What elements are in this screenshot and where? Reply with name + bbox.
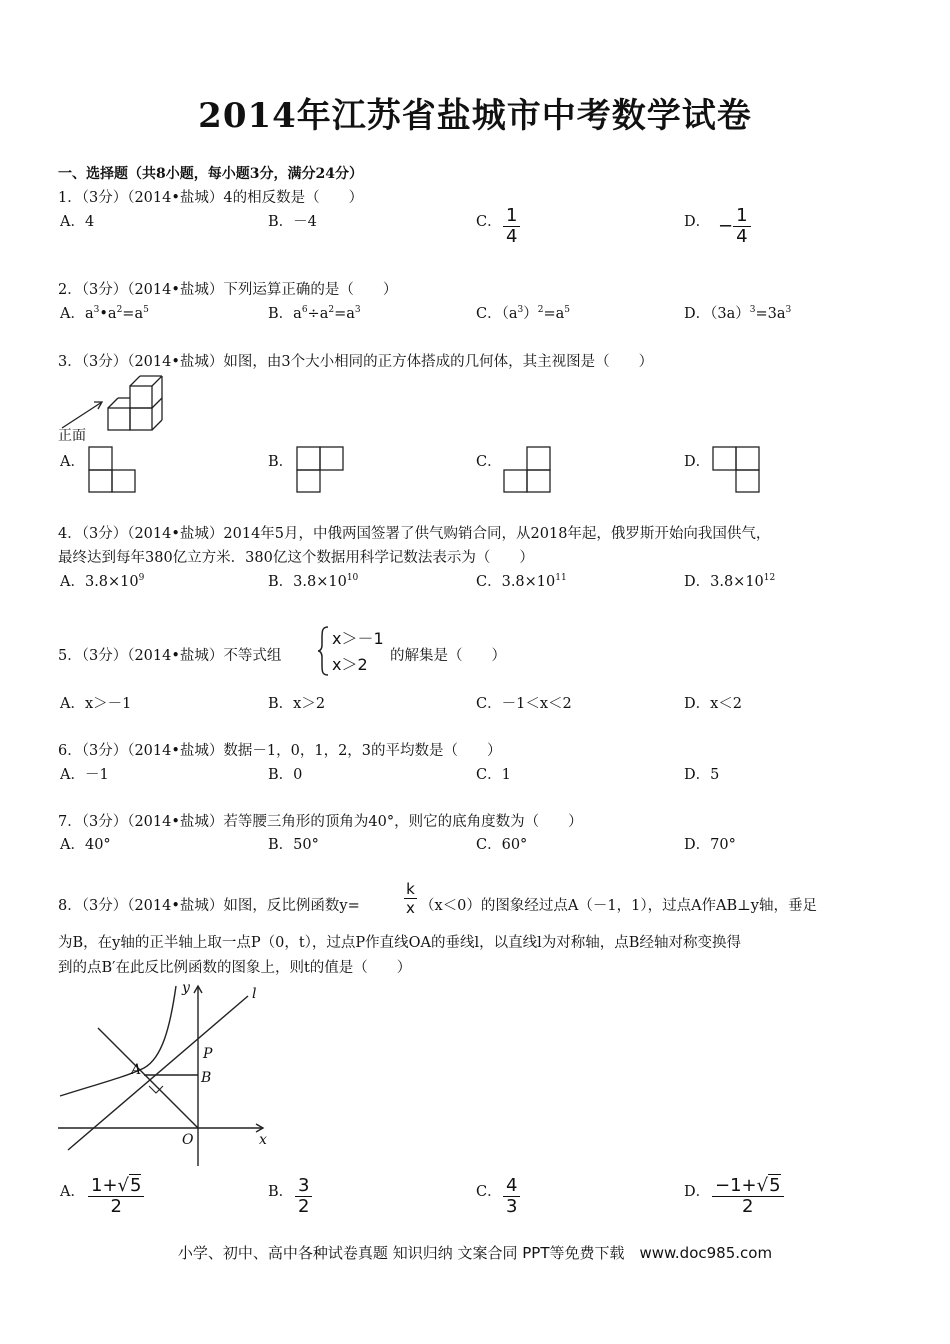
label-y: y	[182, 980, 190, 996]
q3-solid-figure	[58, 372, 178, 442]
q2-option-b: B．$a^6\div a^2=a^3$	[268, 305, 361, 322]
question-5-stem-pre: 5．（3分）（2014•盐城）不等式组	[58, 648, 282, 664]
q4-option-c: C．$3.8\times 10^{11}$	[476, 573, 567, 590]
q7-option-d: D．70°	[684, 837, 736, 853]
q1-option-c: C．	[476, 214, 502, 230]
q4-option-b: B．$3.8\times 10^{10}$	[268, 573, 359, 590]
footer-text: 小学、初中、高中各种试卷真题 知识归纳 文案合同 PPT等免费下载 www.doc985.com	[177, 1244, 773, 1262]
q4-option-d: D．$3.8\times 10^{12}$	[684, 573, 776, 590]
question-7-stem: 7．（3分）（2014•盐城）若等腰三角形的顶角为40°，则它的底角度数为（ ）	[58, 814, 583, 830]
question-4-stem-line2: 最终达到每年380亿立方米．380亿这个数据用科学记数法表示为（ ）	[58, 550, 534, 566]
q7-option-c: C．60°	[476, 837, 528, 853]
inequality-1: x＞－1	[332, 629, 384, 648]
q5-option-a: A．x＞－1	[60, 696, 132, 712]
q1-option-b: B．－4	[268, 214, 317, 230]
question-2-stem: 2．（3分）（2014•盐城）下列运算正确的是（ ）	[58, 282, 398, 298]
question-6-stem: 6．（3分）（2014•盐城）数据－1，0，1，2，3的平均数是（ ）	[58, 743, 502, 759]
label-o: O	[182, 1132, 194, 1148]
question-4-stem-line1: 4．（3分）（2014•盐城）2014年5月，中俄两国签署了供气购销合同，从2018年起，俄罗斯开始向我国供气，	[58, 526, 771, 542]
q1-option-a: A．4	[60, 214, 95, 230]
front-label: 正面	[58, 428, 86, 444]
q3-option-c-label: C．	[476, 454, 502, 470]
q8-option-d-fraction: $\frac{-1+√5}{2}$	[712, 1176, 784, 1217]
q8-option-a-fraction: $\frac{1+√5}{2}$	[88, 1176, 144, 1217]
q3-option-b-view	[296, 446, 346, 494]
q6-option-b: B．0	[268, 767, 303, 783]
q8-option-c-fraction: $\frac{4}{3}$	[503, 1176, 520, 1217]
q1-option-c-fraction: $\frac{1}{4}$	[503, 206, 520, 247]
q3-option-d-label: D．	[684, 454, 711, 470]
question-8-stem-line3: 到的点B′在此反比例函数的图象上，则t的值是（ ）	[58, 960, 412, 976]
q7-option-b: B．50°	[268, 837, 319, 853]
hyperbola-curve	[60, 986, 176, 1096]
question-5-stem-post: 的解集是（ ）	[390, 648, 506, 664]
q3-option-d-view	[712, 446, 762, 494]
q5-option-c: C．－1＜x＜2	[476, 696, 572, 712]
question-1-stem: 1．（3分）（2014•盐城）4的相反数是（ ）	[58, 190, 364, 206]
question-8-stem-line2: 为B，在y轴的正半轴上取一点P（0，t），过点P作直线OA的垂线l，以直线l为对称轴，点B经轴对称变换得	[58, 935, 741, 951]
page-title: 2014年江苏省盐城市中考数学试卷	[198, 96, 752, 136]
q8-coordinate-graph	[58, 978, 278, 1173]
q5-option-b: B．x＞2	[268, 696, 326, 712]
q8-option-a-label: A．	[60, 1184, 85, 1200]
line-oa	[98, 1028, 198, 1128]
q1-option-d-fraction: − $\frac{1}{4}$	[718, 206, 751, 247]
q7-option-a: A．40°	[60, 837, 111, 853]
q4-option-a: A．$3.8\times 10^9$	[60, 573, 145, 590]
label-p: P	[203, 1046, 213, 1062]
label-l: l	[252, 986, 257, 1002]
q3-option-a-view	[88, 446, 138, 494]
q8-option-b-fraction: $\frac{3}{2}$	[295, 1176, 312, 1217]
q2-option-c: C．$(a^3)^2=a^5$	[476, 305, 570, 322]
q6-option-d: D．5	[684, 767, 720, 783]
fraction-denominator: x	[406, 899, 415, 917]
q5-option-d: D．x＜2	[684, 696, 743, 712]
label-b: B	[201, 1070, 212, 1086]
question-3-stem: 3．（3分）（2014•盐城）如图，由3个大小相同的正方体搭成的几何体，其主视图是（ ）	[58, 354, 654, 370]
q8-option-b-label: B．	[268, 1184, 294, 1200]
fraction-numerator: k	[404, 880, 417, 899]
question-8-stem-post: （x＜0）的图象经过点A（－1，1），过点A作AB⊥y轴，垂足	[420, 898, 817, 914]
q3-option-a-label: A．	[60, 454, 85, 470]
inequality-brace	[316, 625, 330, 677]
line-l	[68, 996, 248, 1150]
section-heading: 一、选择题（共8小题，每小题3分，满分24分）	[58, 166, 363, 182]
question-8-stem-pre: 8．（3分）（2014•盐城）如图，反比例函数y=	[58, 898, 360, 914]
q2-option-a: A．$a^3•a^2=a^5$	[60, 305, 149, 322]
q8-fraction-k-over-x	[404, 880, 417, 917]
label-a: A	[131, 1062, 142, 1078]
q3-option-c-view	[503, 446, 553, 494]
q8-option-d-label: D．	[684, 1184, 711, 1200]
q2-option-d: D．$(3a)^3=3a^3$	[684, 305, 792, 322]
q3-option-b-label: B．	[268, 454, 294, 470]
q6-option-a: A．－1	[60, 767, 109, 783]
label-x: x	[259, 1132, 267, 1148]
q8-option-c-label: C．	[476, 1184, 502, 1200]
inequality-2: x＞2	[332, 655, 368, 674]
q1-option-d: D．	[684, 214, 711, 230]
q6-option-c: C．1	[476, 767, 511, 783]
